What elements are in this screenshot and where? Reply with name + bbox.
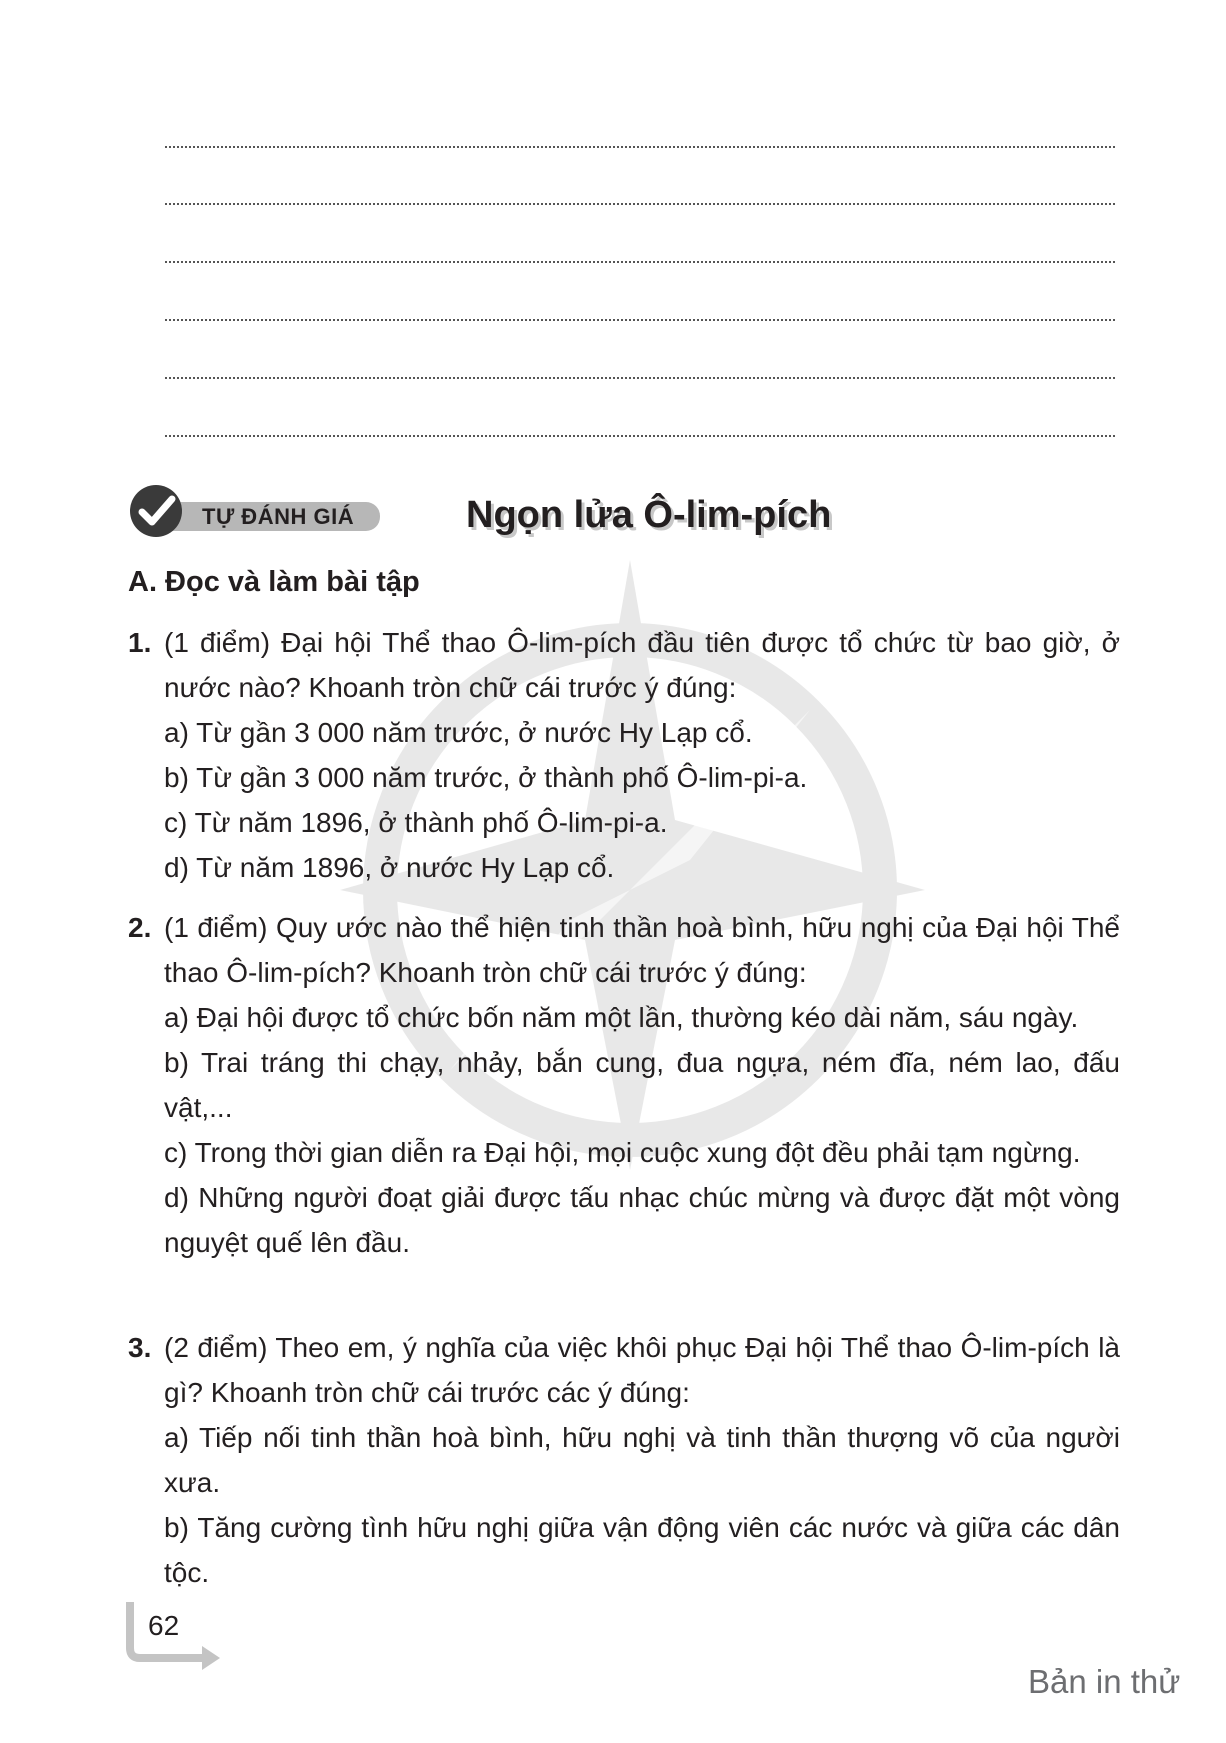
question-1 (128, 620, 1120, 890)
answer-line (165, 435, 1115, 437)
question-number: 3. (128, 1332, 152, 1363)
self-assessment-badge (128, 483, 383, 539)
proof-label: Bản in thử (1028, 1663, 1181, 1700)
option-b: b) Tăng cường tình hữu nghị giữa vận động viên các nước và giữa các dân tộc. (164, 1512, 1120, 1588)
option-d: d) Những người đoạt giải được tấu nhạc chúc mừng và được đặt một vòng nguyệt quế lên đầu. (164, 1182, 1120, 1258)
option-b: b) Từ gần 3 000 năm trước, ở thành phố Ô-lim-pi-a. (164, 762, 808, 793)
lesson-title: Ngọn lửa Ô-lim-pích (466, 494, 832, 536)
question-number: 1. (128, 627, 152, 658)
question-stem: (1 điểm) Quy ước nào thể hiện tinh thần hoà bình, hữu nghị của Đại hội Thể thao Ô-lim-pích? Khoanh tròn chữ cái trước ý đúng: (164, 912, 1120, 988)
badge-label: TỰ ĐÁNH GIÁ (202, 504, 355, 529)
answer-line (165, 261, 1115, 263)
question-3 (128, 1325, 1120, 1595)
answer-line (165, 377, 1115, 379)
question-stem: (2 điểm) Theo em, ý nghĩa của việc khôi phục Đại hội Thể thao Ô-lim-pích là gì? Khoanh tròn chữ cái trước các ý đúng: (164, 1332, 1120, 1408)
option-d: d) Từ năm 1896, ở nước Hy Lạp cổ. (164, 852, 615, 883)
question-2 (128, 905, 1120, 1265)
answer-line (165, 203, 1115, 205)
checkmark-icon (128, 483, 184, 539)
answer-line (165, 319, 1115, 321)
section-heading: A. Đọc và làm bài tập (128, 566, 420, 598)
page-number: 62 (148, 1610, 180, 1641)
option-c: c) Từ năm 1896, ở thành phố Ô-lim-pi-a. (164, 807, 668, 838)
question-number: 2. (128, 912, 152, 943)
question-stem: (1 điểm) Đại hội Thể thao Ô-lim-pích đầu tiên được tổ chức từ bao giờ, ở nước nào? Khoanh tròn chữ cái trước ý đúng: (164, 627, 1120, 703)
option-a: a) Từ gần 3 000 năm trước, ở nước Hy Lạp cổ. (164, 717, 753, 748)
option-a: a) Đại hội được tổ chức bốn năm một lần, thường kéo dài năm, sáu ngày. (164, 1002, 1079, 1033)
option-a: a) Tiếp nối tinh thần hoà bình, hữu nghị và tinh thần thượng võ của người xưa. (164, 1422, 1120, 1498)
option-c: c) Trong thời gian diễn ra Đại hội, mọi cuộc xung đột đều phải tạm ngừng. (164, 1137, 1081, 1168)
answer-line (165, 146, 1115, 148)
option-b: b) Trai tráng thi chạy, nhảy, bắn cung, đua ngựa, ném đĩa, ném lao, đấu vật,... (164, 1047, 1120, 1123)
